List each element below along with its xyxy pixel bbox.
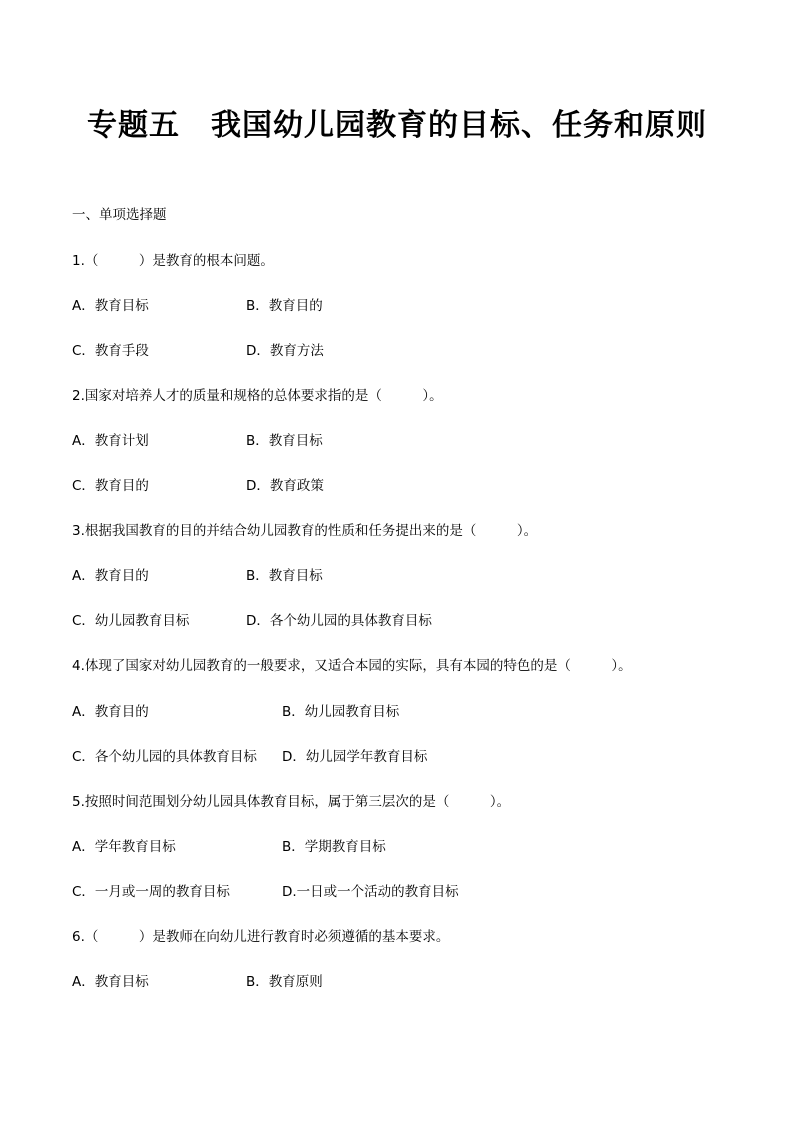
- option-a: A．教育目的: [72, 568, 149, 584]
- question-stem: 6.（ ）是教师在向幼儿进行教育时必须遵循的基本要求。: [72, 929, 450, 945]
- option-d: D．教育政策: [246, 478, 324, 494]
- option-c: C．一月或一周的教育目标: [72, 884, 230, 900]
- question-stem: 1.（ ）是教育的根本问题。: [72, 253, 274, 269]
- option-c: C．各个幼儿园的具体教育目标: [72, 749, 257, 765]
- page-title: 专题五 我国幼儿园教育的目标、任务和原则: [87, 108, 707, 143]
- question-stem: 4.体现了国家对幼儿园教育的一般要求，又适合本园的实际，具有本园的特色的是（ ）。: [72, 658, 632, 674]
- option-d: D．教育方法: [246, 343, 324, 359]
- option-b: B．教育原则: [246, 974, 323, 990]
- option-a: A．教育目标: [72, 974, 149, 990]
- option-b: B．教育目标: [246, 568, 323, 584]
- option-c: C．教育目的: [72, 478, 149, 494]
- option-c: C．幼儿园教育目标: [72, 613, 190, 629]
- option-a: A．教育计划: [72, 433, 149, 449]
- option-b: B．幼儿园教育目标: [282, 704, 400, 720]
- option-a: A．教育目标: [72, 298, 149, 314]
- option-b: B．教育目的: [246, 298, 323, 314]
- question-stem: 5.按照时间范围划分幼儿园具体教育目标，属于第三层次的是（ ）。: [72, 794, 511, 810]
- option-d: D．幼儿园学年教育目标: [282, 749, 428, 765]
- option-a: A．教育目的: [72, 704, 149, 720]
- option-b: B．教育目标: [246, 433, 323, 449]
- option-c: C．教育手段: [72, 343, 149, 359]
- question-stem: 2.国家对培养人才的质量和规格的总体要求指的是（ ）。: [72, 388, 443, 404]
- question-stem: 3.根据我国教育的目的并结合幼儿园教育的性质和任务提出来的是（ ）。: [72, 523, 538, 539]
- section-heading: 一、单项选择题: [72, 207, 167, 223]
- option-d: D．各个幼儿园的具体教育目标: [246, 613, 432, 629]
- option-d: D.一日或一个活动的教育目标: [282, 884, 459, 900]
- option-a: A．学年教育目标: [72, 839, 176, 855]
- option-b: B．学期教育目标: [282, 839, 386, 855]
